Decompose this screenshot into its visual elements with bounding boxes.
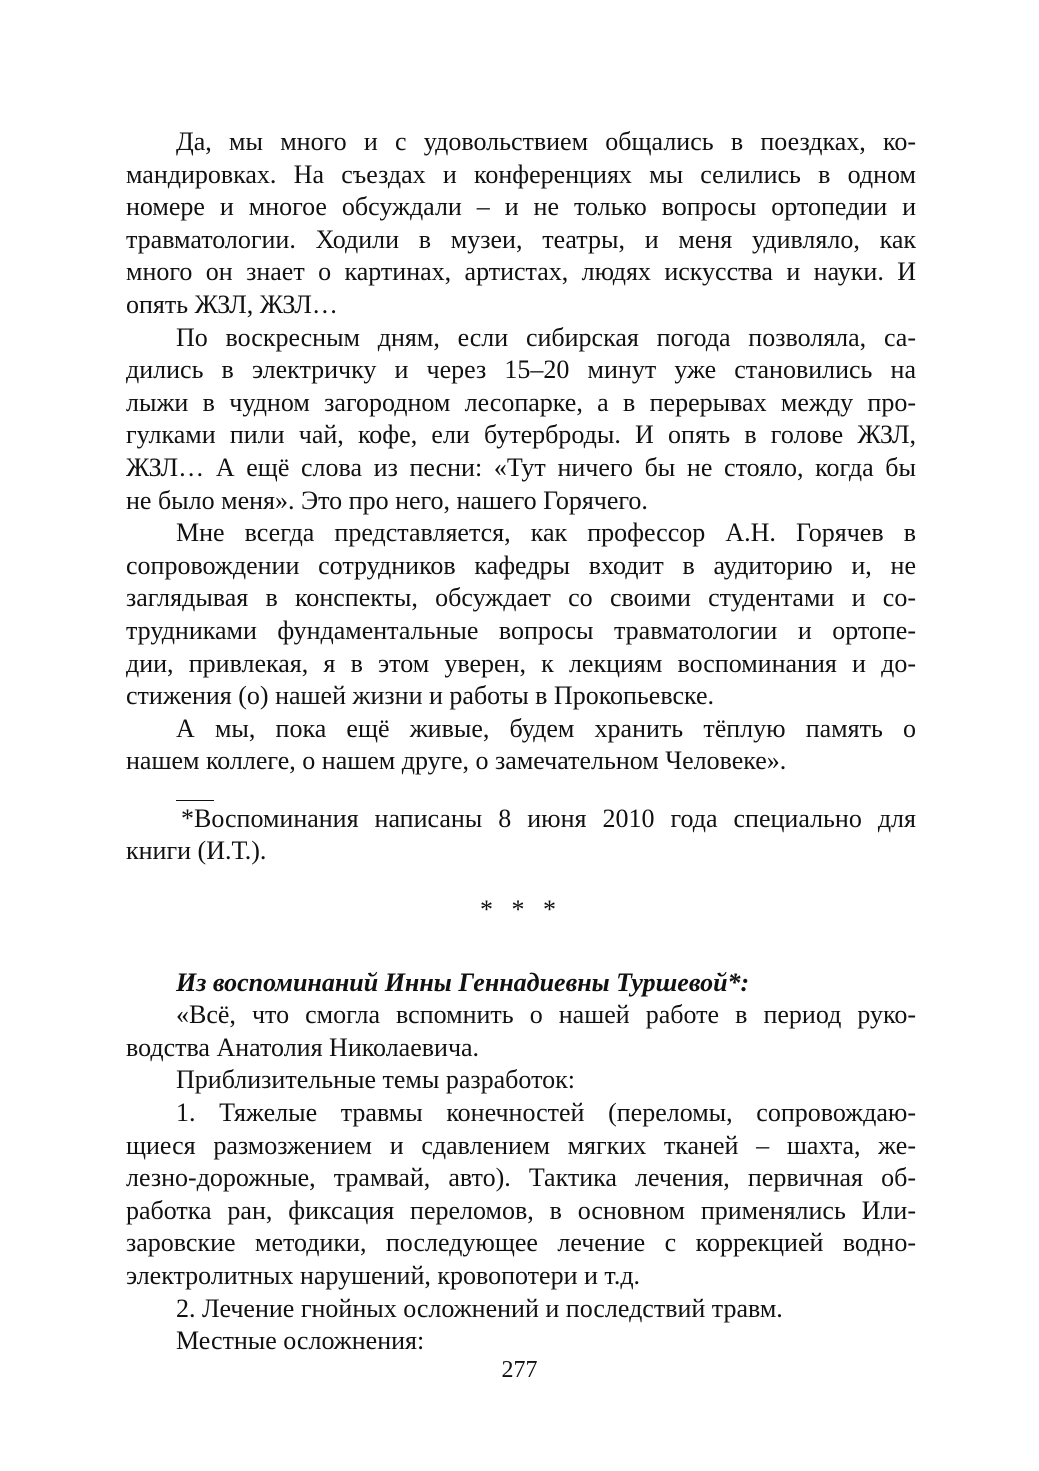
text-line: мандировках. На съездах и конференциях мы селились в одном <box>126 159 916 189</box>
text-line: лезно-дорожные, трамвай, авто). Тактика лечения, первичная об- <box>126 1163 916 1193</box>
text-line: трудниками фундаментальные вопросы травматологии и ортопе- <box>126 615 916 645</box>
text-line: «Всё, что смогла вспомнить о нашей работе в период руко- <box>176 1000 916 1030</box>
text-line: лыжи в чудном загородном лесопарке, а в перерывах между про- <box>126 387 916 417</box>
text-line: заровские методики, последующее лечение с коррекцией водно- <box>126 1228 916 1258</box>
footnote-line: книги (И.Т.). <box>126 836 267 866</box>
text-line: Приблизительные темы разработок: <box>176 1065 575 1095</box>
text-line: 1. Тяжелые травмы конечностей (переломы, сопровождаю- <box>176 1098 916 1128</box>
page-number: 277 <box>501 1357 538 1383</box>
text-line: Мне всегда представляется, как профессор А.Н. Горячев в <box>176 518 916 548</box>
paragraph <box>126 1325 916 1358</box>
text-line: водства Анатолия Николаевича. <box>126 1032 480 1062</box>
section-heading: Из воспоминаний Инны Геннадиевны Туршевой*: <box>176 967 750 997</box>
text-line: 2. Лечение гнойных осложнений и последствий травм. <box>176 1293 783 1323</box>
text-line: гулками пили чай, кофе, ели бутерброды. И опять в голове ЖЗЛ, <box>126 420 916 450</box>
footnote <box>126 803 916 868</box>
text-line: номере и многое обсуждали – и не только вопросы ортопедии и <box>126 192 916 222</box>
text-line: По воскресным дням, если сибирская погода позволяла, са- <box>176 322 916 352</box>
text-line: заглядывая в конспекты, обсуждает со своими студентами и со- <box>126 583 916 613</box>
paragraph <box>126 1293 916 1326</box>
text-line: Да, мы много и с удовольствием общались в поездках, ко- <box>176 127 916 156</box>
text-line: Местные осложнения: <box>176 1326 425 1356</box>
text-line: дии, привлекая, я в этом уверен, к лекциям воспоминания и до- <box>126 648 916 678</box>
text-line: травматологии. Ходили в музеи, театры, и меня удивляло, как <box>126 224 916 254</box>
footnote-line: *Воспоминания написаны 8 июня 2010 года специально для <box>181 803 916 833</box>
text-line: ЖЗЛ… А ещё слова из песни: «Тут ничего бы не стояло, когда бы <box>126 452 916 482</box>
text-line: электролитных нарушений, кровопотери и т.д. <box>126 1261 641 1290</box>
text-line: стижения (о) нашей жизни и работы в Прокопьевске. <box>126 681 715 711</box>
text-line: А мы, пока ещё живые, будем хранить тёплую память о <box>176 713 916 743</box>
text-line: сопровождении сотрудников кафедры входит в аудиторию и, не <box>126 550 916 580</box>
paragraph <box>126 322 916 518</box>
text-line: щиеся размозжением и сдавлением мягких тканей – шахта, же- <box>126 1130 916 1160</box>
paragraph <box>126 517 916 713</box>
page-content <box>126 126 916 1358</box>
paragraph <box>126 1064 916 1097</box>
text-line: нашем коллеге, о нашем друге, о замечательном Человеке». <box>126 746 787 776</box>
text-line: не было меня». Это про него, нашего Горячего. <box>126 485 648 515</box>
paragraph <box>126 999 916 1064</box>
text-line: опять ЖЗЛ, ЖЗЛ… <box>126 289 338 319</box>
text-line: дились в электричку и через 15–20 минут уже становились на <box>126 355 916 385</box>
section-separator: * * * <box>480 895 562 925</box>
paragraph <box>126 126 916 322</box>
paragraph <box>126 1097 916 1293</box>
footnote-rule <box>176 800 214 801</box>
text-line: много он знает о картинах, артистах, людях искусства и науки. И <box>126 257 916 287</box>
paragraph <box>126 713 916 778</box>
text-line: работка ран, фиксация переломов, в основном применялись Или- <box>126 1195 916 1225</box>
